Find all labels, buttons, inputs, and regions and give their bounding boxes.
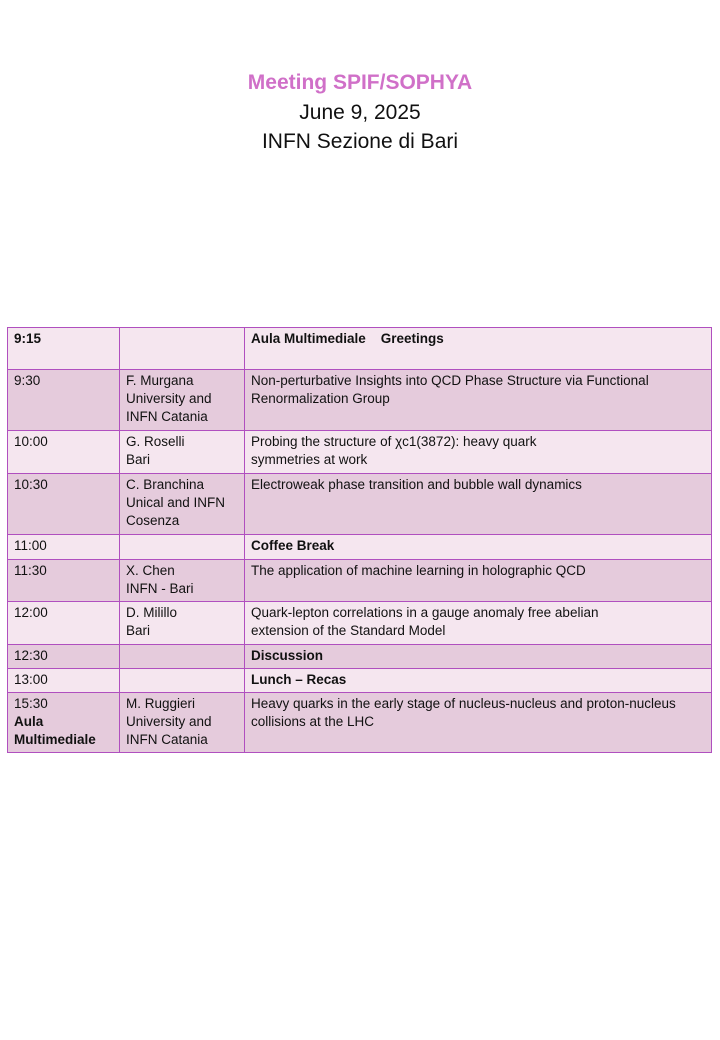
time-cell [8, 370, 120, 431]
time-cell [8, 535, 120, 560]
time-cell [8, 693, 120, 753]
table-row [8, 431, 712, 474]
talk-cell [245, 693, 712, 753]
time-label: 9:15 [14, 331, 42, 346]
time-label: 10:00 [14, 434, 48, 449]
talk-cell [245, 431, 712, 474]
schedule-table [7, 327, 712, 753]
speaker-name: F. Murgana [126, 373, 194, 388]
talk-title: Aula Multimediale Greetings [251, 331, 444, 346]
time-label: 12:00 [14, 605, 48, 620]
speaker-cell [120, 328, 245, 370]
time-label: 10:30 [14, 477, 48, 492]
speaker-affiliation: INFN - Bari [126, 581, 194, 596]
talk-title: Coffee Break [251, 538, 335, 553]
table-row [8, 474, 712, 535]
speaker-cell [120, 431, 245, 474]
time-label: 11:30 [14, 563, 47, 578]
table-row [8, 328, 712, 370]
talk-cell [245, 669, 712, 693]
talk-title: Probing the structure of χc1(3872): heavy quark [251, 434, 537, 449]
time-label: 11:00 [14, 538, 47, 553]
talk-title: Quark-lepton correlations in a gauge anomaly free abelian [251, 605, 599, 620]
table-row [8, 560, 712, 602]
table-row [8, 535, 712, 560]
table-row [8, 645, 712, 669]
talk-cell [245, 645, 712, 669]
speaker-affiliation: Cosenza [126, 513, 180, 528]
speaker-name: D. Milillo [126, 605, 178, 620]
talk-title: symmetries at work [251, 452, 368, 467]
talk-cell [245, 535, 712, 560]
speaker-cell [120, 645, 245, 669]
room-label: Multimediale [14, 732, 96, 747]
talk-title: Discussion [251, 648, 324, 663]
talk-title: Heavy quarks in the early stage of nucleus-nucleus and proton-nucleus [251, 696, 676, 711]
speaker-affiliation: University and [126, 714, 212, 729]
talk-title: Electroweak phase transition and bubble wall dynamics [251, 477, 582, 492]
meeting-title: Meeting SPIF/SOPHYA [247, 71, 473, 94]
talk-cell [245, 370, 712, 431]
page-header [0, 68, 720, 156]
time-cell [8, 669, 120, 693]
time-cell [8, 602, 120, 645]
speaker-cell [120, 669, 245, 693]
talk-title: Renormalization Group [251, 391, 390, 406]
table-row [8, 693, 712, 753]
time-label: 9:30 [14, 373, 41, 388]
time-cell [8, 474, 120, 535]
meeting-date: June 9, 2025 [299, 101, 421, 124]
speaker-name: X. Chen [126, 563, 175, 578]
table-row [8, 370, 712, 431]
speaker-cell [120, 693, 245, 753]
time-cell [8, 328, 120, 370]
speaker-cell [120, 474, 245, 535]
table-row [8, 669, 712, 693]
speaker-affiliation: INFN Catania [126, 732, 208, 747]
talk-cell [245, 602, 712, 645]
speaker-name: G. Roselli [126, 434, 185, 449]
speaker-cell [120, 560, 245, 602]
talk-title: The application of machine learning in holographic QCD [251, 563, 586, 578]
room-label: Aula [14, 714, 44, 729]
talk-cell [245, 474, 712, 535]
time-label: 15:30 [14, 696, 48, 711]
meeting-venue: INFN Sezione di Bari [261, 130, 459, 153]
speaker-affiliation: University and [126, 391, 212, 406]
time-label: 12:30 [14, 648, 48, 663]
time-label: 13:00 [14, 672, 48, 687]
speaker-cell [120, 535, 245, 560]
speaker-affiliation: Bari [126, 452, 151, 467]
talk-cell [245, 560, 712, 602]
speaker-name: M. Ruggieri [126, 696, 196, 711]
table-row [8, 602, 712, 645]
speaker-affiliation: Unical and INFN [126, 495, 226, 510]
time-cell [8, 431, 120, 474]
speaker-name: C. Branchina [126, 477, 205, 492]
time-cell [8, 645, 120, 669]
speaker-cell [120, 370, 245, 431]
speaker-affiliation: Bari [126, 623, 151, 638]
speaker-affiliation: INFN Catania [126, 409, 208, 424]
talk-title: Lunch – Recas [251, 672, 347, 687]
talk-cell [245, 328, 712, 370]
talk-title: collisions at the LHC [251, 714, 375, 729]
time-cell [8, 560, 120, 602]
talk-title: Non-perturbative Insights into QCD Phase Structure via Functional [251, 373, 649, 388]
speaker-cell [120, 602, 245, 645]
talk-title: extension of the Standard Model [251, 623, 446, 638]
